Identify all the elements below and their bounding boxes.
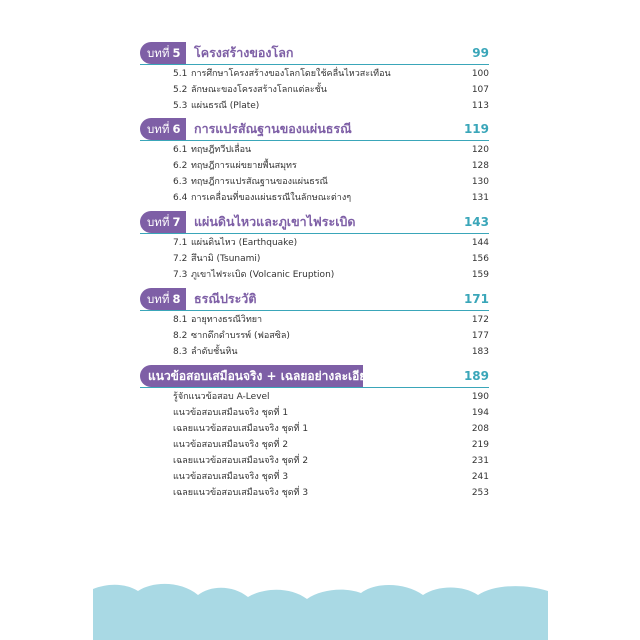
chapter-page: 99 xyxy=(472,46,489,60)
section-page: 128 xyxy=(471,161,489,171)
section-page: 107 xyxy=(471,85,489,95)
section-number: 5.1 xyxy=(173,69,188,79)
section-page: 100 xyxy=(471,69,489,79)
section-title: การศึกษาโครงสร้างของโลกโดยใช้คลื่นไหวสะเทือน xyxy=(191,69,391,79)
exam-entry xyxy=(173,405,489,421)
section-number: 6.4 xyxy=(173,193,188,203)
exam-entry-title: เฉลยแนวข้อสอบเสมือนจริง ชุดที่ 3 xyxy=(173,488,309,498)
exam-entry xyxy=(173,453,489,469)
exam-section-heading xyxy=(140,365,489,388)
exam-entry-title: แนวข้อสอบเสมือนจริง ชุดที่ 1 xyxy=(173,408,289,418)
exam-entry-page: 194 xyxy=(471,408,489,418)
toc-entry xyxy=(173,158,489,174)
chapter-number: 5 xyxy=(172,46,181,60)
exam-entry-page: 208 xyxy=(471,424,489,434)
chapter-label: บทที่ xyxy=(147,46,170,60)
section-title: ทฤษฎีทวีปเลื่อน xyxy=(191,145,252,155)
exam-entry-title: แนวข้อสอบเสมือนจริง ชุดที่ 3 xyxy=(173,472,289,482)
section-title: ลักษณะของโครงสร้างโลกแต่ละชั้น xyxy=(191,85,327,95)
section-number: 8.3 xyxy=(173,347,188,357)
exam-entry xyxy=(173,485,489,501)
section-number: 7.3 xyxy=(173,270,188,280)
section-page: 113 xyxy=(471,101,489,111)
toc-entry xyxy=(173,328,489,344)
section-number: 8.1 xyxy=(173,315,188,325)
section-title: แผ่นดินไหว (Earthquake) xyxy=(191,238,298,248)
chapter-page: 143 xyxy=(463,215,489,229)
exam-entry-page: 253 xyxy=(471,488,489,498)
section-number: 7.2 xyxy=(173,254,188,264)
chapter-label: บทที่ xyxy=(147,215,170,229)
section-page: 183 xyxy=(471,347,489,357)
section-number: 5.2 xyxy=(173,85,188,95)
section-page: 159 xyxy=(471,270,489,280)
chapter-badge xyxy=(140,211,186,233)
section-page: 130 xyxy=(471,177,489,187)
cloud-shape xyxy=(93,584,548,640)
section-title: ทฤษฎีการแผ่ขยายพื้นสมุทร xyxy=(191,161,297,171)
exam-entry xyxy=(173,389,489,405)
toc-entry xyxy=(173,98,489,114)
toc-entry xyxy=(173,174,489,190)
chapter-label: บทที่ xyxy=(147,122,170,136)
section-number: 6.1 xyxy=(173,145,188,155)
toc-entry xyxy=(173,66,489,82)
section-title: สึนามิ (Tsunami) xyxy=(191,254,261,264)
chapter-title: แผ่นดินไหวและภูเขาไฟระเบิด xyxy=(194,214,356,229)
chapter-5-heading xyxy=(140,42,489,65)
chapter-title: การแปรสัณฐานของแผ่นธรณี xyxy=(194,121,352,136)
section-title: ทฤษฎีการแปรสัณฐานของแผ่นธรณี xyxy=(191,177,328,187)
section-page: 177 xyxy=(471,331,489,341)
section-page: 144 xyxy=(471,238,489,248)
toc-entry xyxy=(173,344,489,360)
chapter-page: 171 xyxy=(463,292,489,306)
exam-section-title: แนวข้อสอบเสมือนจริง + เฉลยอย่างละเอียด xyxy=(140,365,363,387)
section-page: 172 xyxy=(471,315,489,325)
chapter-page: 119 xyxy=(463,122,489,136)
section-title: ลำดับชั้นหิน xyxy=(191,347,238,357)
section-number: 6.3 xyxy=(173,177,188,187)
chapter-badge xyxy=(140,118,186,140)
chapter-7-heading xyxy=(140,211,489,234)
section-title: อายุทางธรณีวิทยา xyxy=(191,315,263,325)
section-number: 7.1 xyxy=(173,238,188,248)
chapter-badge xyxy=(140,288,186,310)
toc-entry xyxy=(173,251,489,267)
exam-entry xyxy=(173,437,489,453)
section-title: การเคลื่อนที่ของแผ่นธรณีในลักษณะต่างๆ xyxy=(191,193,352,203)
cloud-decoration xyxy=(93,583,548,640)
exam-entry-title: เฉลยแนวข้อสอบเสมือนจริง ชุดที่ 2 xyxy=(173,456,309,466)
toc-entry xyxy=(173,235,489,251)
section-number: 5.3 xyxy=(173,101,188,111)
chapter-8-heading xyxy=(140,288,489,311)
toc-entry xyxy=(173,142,489,158)
toc-entry xyxy=(173,267,489,283)
exam-entry-page: 219 xyxy=(471,440,489,450)
chapter-title: ธรณีประวัติ xyxy=(194,291,257,306)
toc-entry xyxy=(173,312,489,328)
section-page: 156 xyxy=(471,254,489,264)
exam-entry xyxy=(173,469,489,485)
chapter-6-heading xyxy=(140,118,489,141)
exam-entry-title: แนวข้อสอบเสมือนจริง ชุดที่ 2 xyxy=(173,440,289,450)
exam-entry xyxy=(173,421,489,437)
chapter-label: บทที่ xyxy=(147,292,170,306)
exam-entry-page: 241 xyxy=(471,472,489,482)
section-number: 6.2 xyxy=(173,161,188,171)
section-title: ภูเขาไฟระเบิด (Volcanic Eruption) xyxy=(191,270,335,280)
exam-entry-page: 190 xyxy=(471,392,489,402)
chapter-badge xyxy=(140,42,186,64)
section-title: ซากดึกดำบรรพ์ (ฟอสซิล) xyxy=(191,331,290,341)
chapter-title: โครงสร้างของโลก xyxy=(194,45,294,60)
toc-entry xyxy=(173,82,489,98)
section-page: 120 xyxy=(471,145,489,155)
section-page: 131 xyxy=(471,193,489,203)
section-number: 8.2 xyxy=(173,331,188,341)
section-title: แผ่นธรณี (Plate) xyxy=(191,101,260,111)
toc-entry xyxy=(173,190,489,206)
chapter-number: 6 xyxy=(172,122,181,136)
chapter-number: 8 xyxy=(172,292,181,306)
exam-entry-page: 231 xyxy=(471,456,489,466)
chapter-number: 7 xyxy=(172,215,181,229)
exam-entry-title: เฉลยแนวข้อสอบเสมือนจริง ชุดที่ 1 xyxy=(173,424,309,434)
exam-section-page: 189 xyxy=(463,369,489,383)
exam-entry-title: รู้จักแนวข้อสอบ A-Level xyxy=(173,392,270,402)
